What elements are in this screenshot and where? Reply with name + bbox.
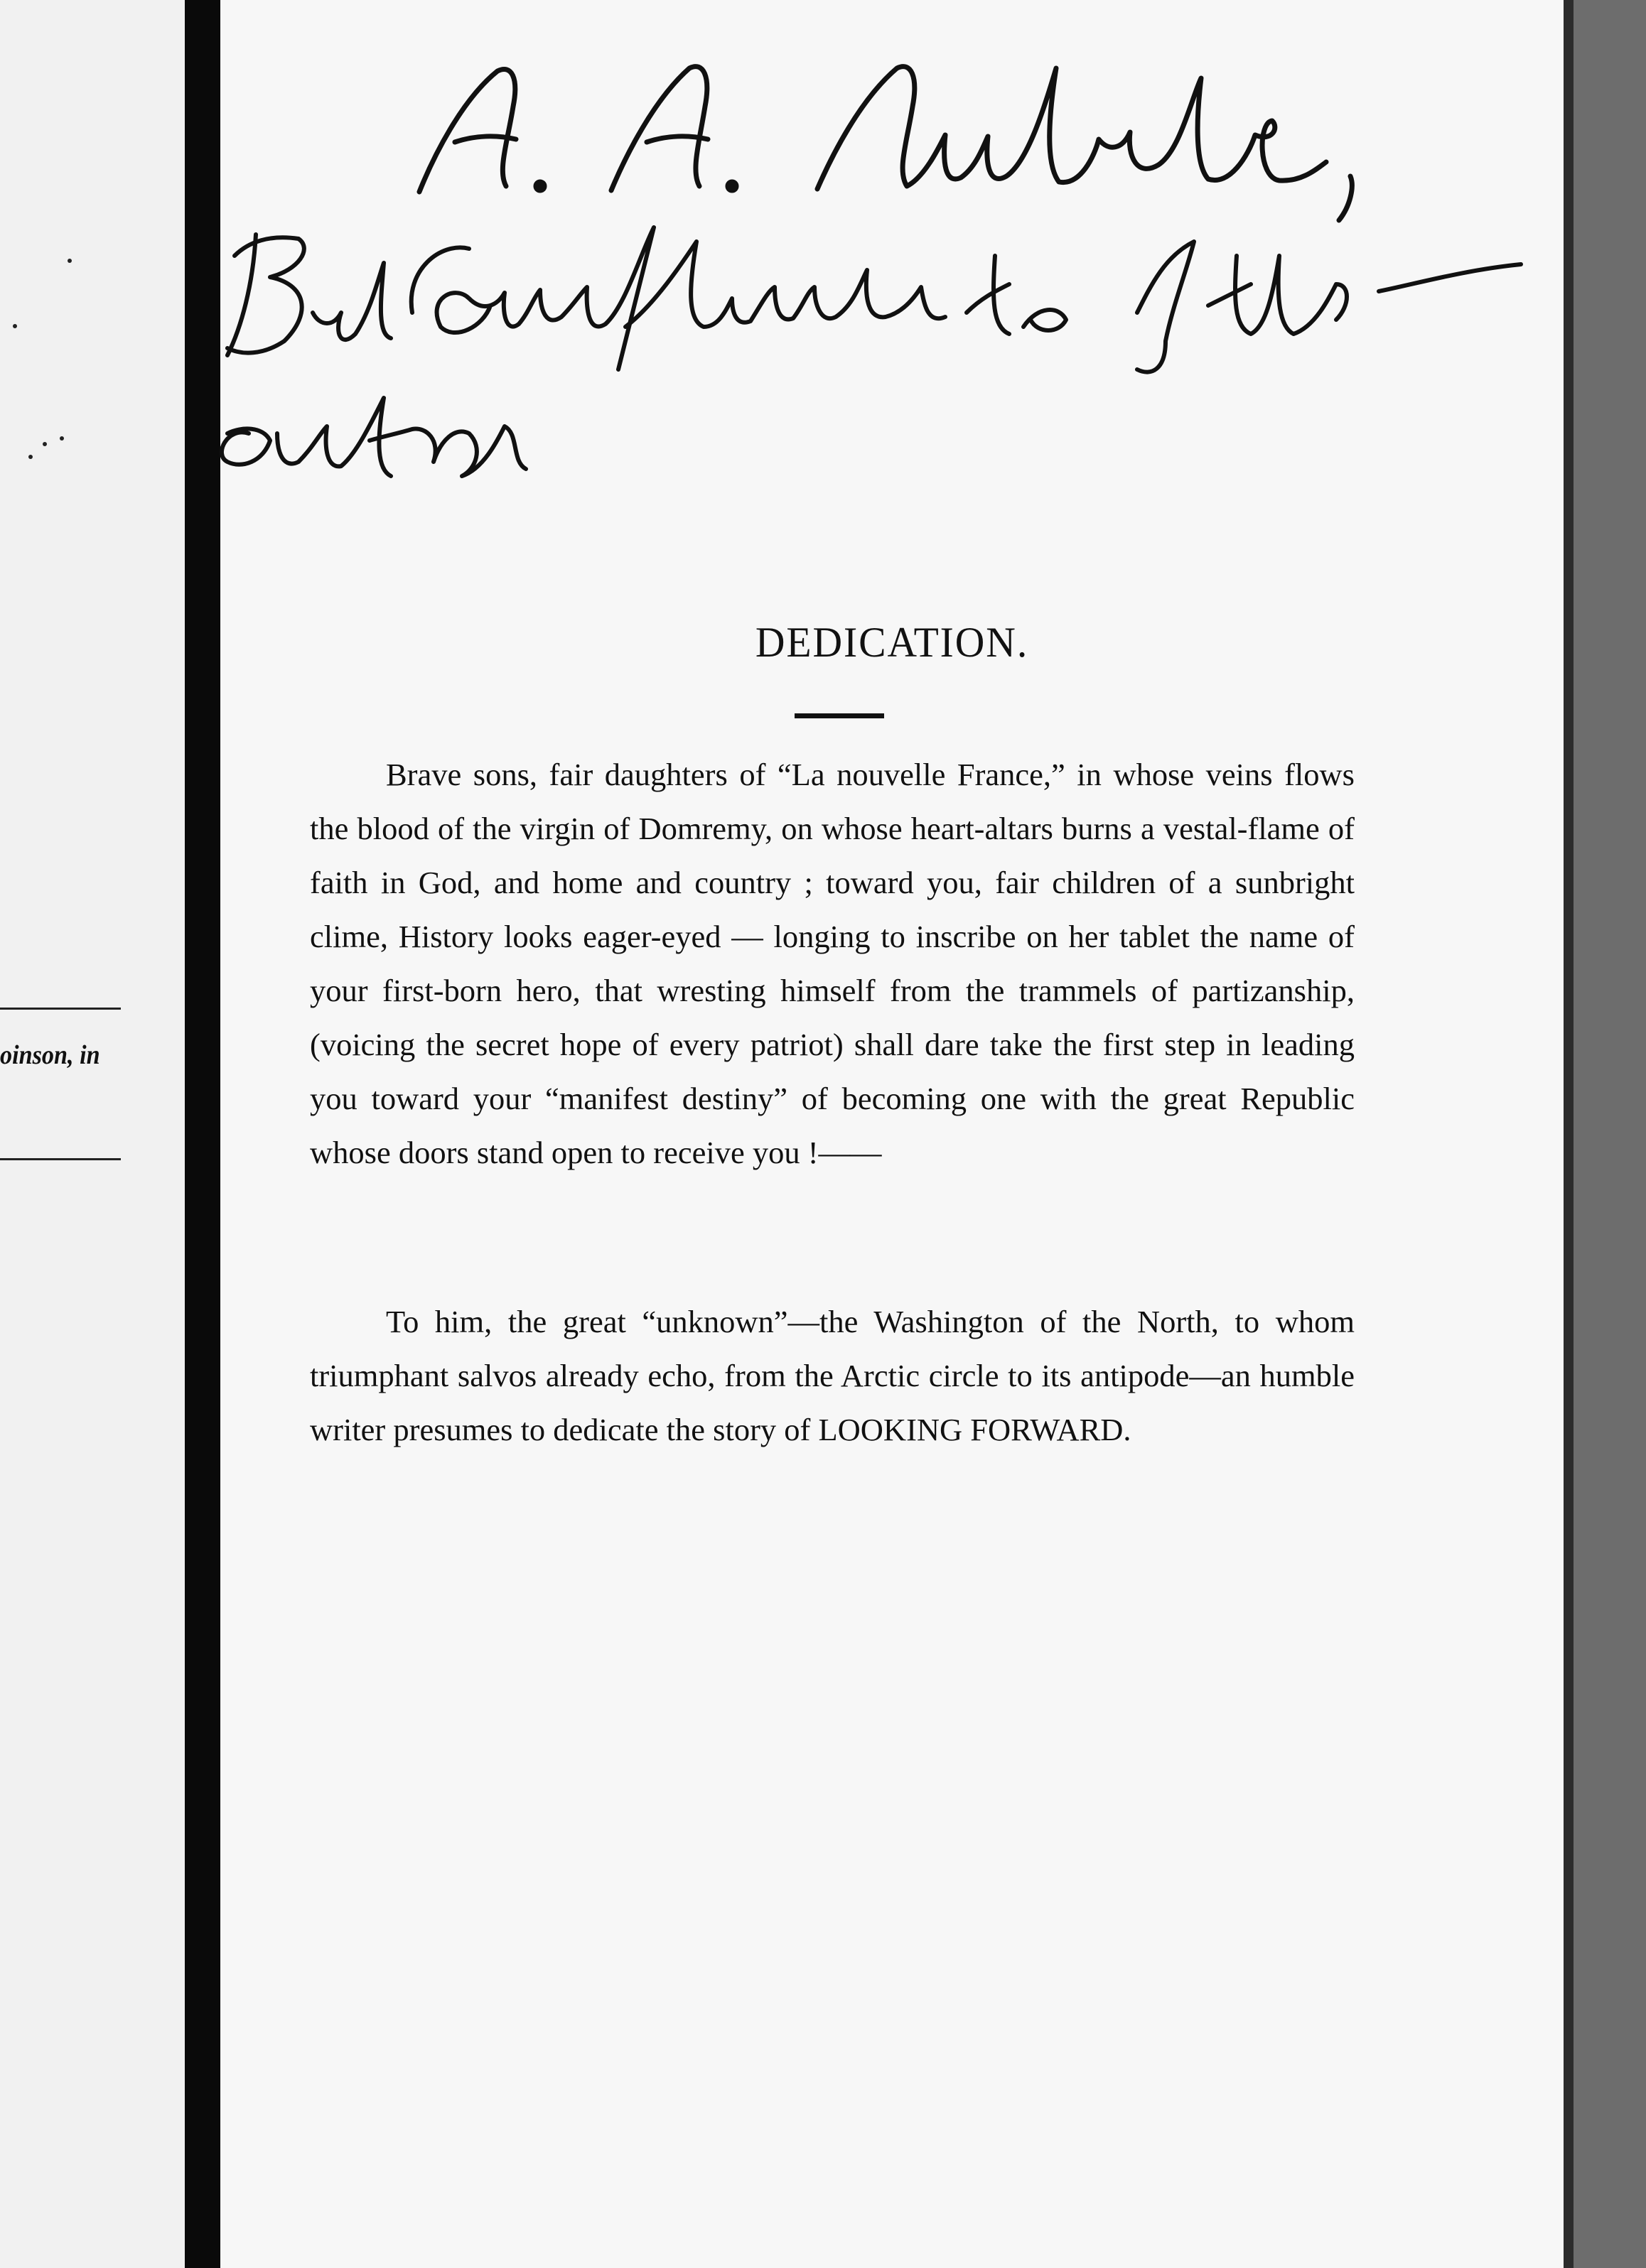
left-page-text-fragment: oinson, in xyxy=(0,1040,100,1070)
dedication-paragraph-1: Brave sons, fair daughters of “La nouvelle France,” in whose veins flows the blood of the virgin of Domremy, on whose heart-altars burns a vestal-flame of faith in God, and home and country ; toward you, fair children of a sunbright clime, History looks eager-eyed — longing to inscribe on her tablet the name of your first-born hero, that wresting himself from the trammels of partizanship, (voicing the secret hope of every patriot) shall dare take the first step in leading you toward your “manifest destiny” of becoming one with the great Republic whose doors stand open to receive you !—— xyxy=(310,757,1355,1170)
left-page-rule-top xyxy=(0,1008,121,1010)
inscription-line-2 xyxy=(227,227,1521,372)
dedication-paragraph-2: To him, the great “unknown”—the Washington of the North, to whom triumphant salvos already echo, from the Arctic circle to its antipode—an humble writer presumes to dedicate the story of LOOKING FORWARD. xyxy=(310,1304,1355,1447)
inscription-line-3 xyxy=(222,398,526,476)
inscription-line-1 xyxy=(419,67,1352,220)
title-rule xyxy=(795,713,884,718)
left-page-rule-bottom xyxy=(0,1158,121,1160)
dedication-title: DEDICATION. xyxy=(755,619,1029,666)
handwritten-inscription xyxy=(0,0,1646,512)
